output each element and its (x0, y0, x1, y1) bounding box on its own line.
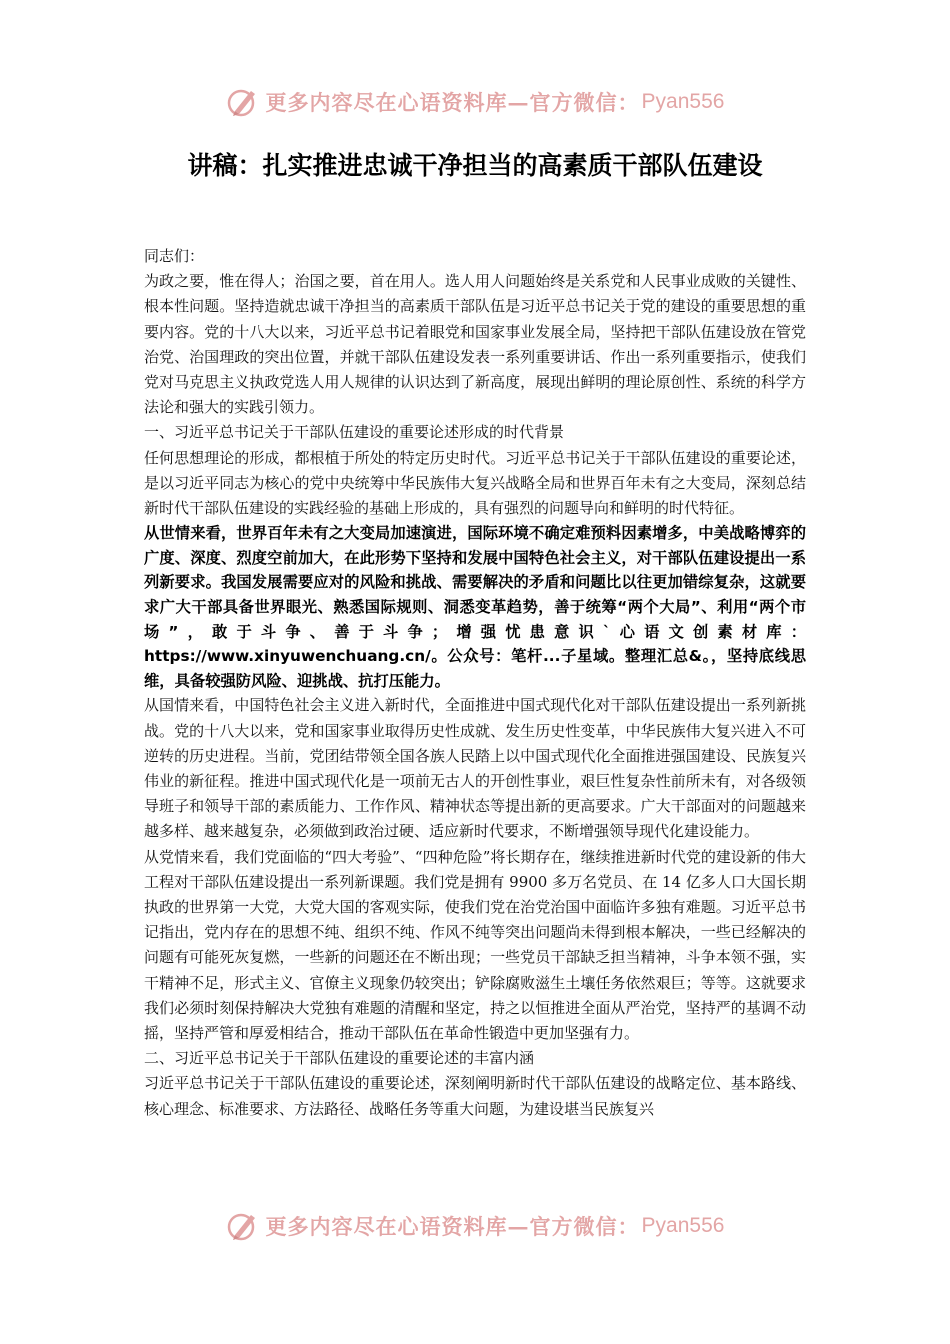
paragraph: 习近平总书记关于干部队伍建设的重要论述，深刻阐明新时代干部队伍建设的战略定位、基本路线、核心理念、标准要求、方法路径、战略任务等重大问题，为建设堪当民族复兴 (144, 1074, 806, 1118)
section-heading: 二、习近平总书记关于干部队伍建设的重要论述的丰富内涵 (144, 1049, 535, 1068)
document-title: 讲稿：扎实推进忠诚干净担当的高素质干部队伍建设 (187, 151, 763, 180)
banner-text: 更多内容尽在心语资料库—官方微信： (265, 90, 640, 115)
header-banner (0, 82, 950, 122)
banner-wechat-id: Pyan556 (641, 90, 725, 113)
footer-banner (0, 1206, 950, 1246)
banner-wechat-id: Pyan556 (641, 1214, 725, 1237)
paragraph: 从党情来看，我们党面临的“四大考验”、“四种危险”将长期存在，继续推进新时代党的建设新的伟大工程对干部队伍建设提出一系列新课题。我们党是拥有 9900 多万名党员、在 14 亿多人口大国长期执政的世界第一大党，大党大国的客观实际，使我们党在治党治国中面临许多独有难题。习近平总书记指出，党内存在的思想不纯、组织不纯、作风不纯等突出问题尚未得到根本解决，一些已经解决的问题有可能死灰复燃，一些新的问题还在不断出现；一些党员干部缺乏担当精神，斗争本领不强，实干精神不足，形式主义、官僚主义现象仍较突出；铲除腐败滋生土壤任务依然艰巨；等等。这就要求我们必须时刻保持解决大党独有难题的清醒和坚定，持之以恒推进全面从严治党，坚持严的基调不动摇，坚持严管和厚爱相结合，推动干部队伍在革命性锻造中更加坚强有力。 (144, 847, 806, 1043)
section-heading: 一、习近平总书记关于干部队伍建设的重要论述形成的时代背景 (144, 423, 565, 442)
pen-logo-icon (226, 85, 260, 119)
paragraph: 从国情来看，中国特色社会主义进入新时代，全面推进中国式现代化对干部队伍建设提出一系列新挑战。党的十八大以来，党和国家事业取得历史性成就、发生历史性变革，中华民族伟大复兴进入不可逆转的历史进程。当前，党团结带领全国各族人民踏上以中国式现代化全面推进强国建设、民族复兴伟业的新征程。推进中国式现代化是一项前无古人的开创性事业，艰巨性复杂性前所未有，对各级领导班子和领导干部的素质能力、工作作风、精神状态等提出新的更高要求。广大干部面对的问题越来越多样、越来越复杂，必须做到政治过硬、适应新时代要求，不断增强领导现代化建设能力。 (144, 696, 806, 841)
banner-text: 更多内容尽在心语资料库—官方微信： (265, 1214, 640, 1239)
salutation: 同志们： (144, 247, 205, 265)
paragraph: 为政之要，惟在得人；治国之要，首在用人。选人用人问题始终是关系党和人民事业成败的关键性、根本性问题。坚持造就忠诚干净担当的高素质干部队伍是习近平总书记关于党的建设的重要思想的重要内容。党的十八大以来，习近平总书记着眼党和国家事业发展全局，坚持把干部队伍建设放在管党治党、治国理政的突出位置，并就干部队伍建设发表一系列重要讲话、作出一系列重要指示，使我们党对马克思主义执政党选人用人规律的认识达到了新高度，展现出鲜明的理论原创性、系统的科学方法论和强大的实践引领力。 (144, 272, 806, 417)
document-body (144, 244, 806, 1122)
pen-logo-icon (226, 1209, 260, 1243)
paragraph: 任何思想理论的形成，都根植于所处的特定历史时代。习近平总书记关于干部队伍建设的重要论述，是以习近平同志为核心的党中央统筹中华民族伟大复兴战略全局和世界百年未有之大变局，深刻总结新时代干部队伍建设的实践经验的基础上形成的，具有强烈的问题导向和鲜明的时代特征。 (144, 448, 806, 518)
paragraph-bold: 从世情来看，世界百年未有之大变局加速演进，国际环境不确定难预料因素增多，中美战略博弈的广度、深度、烈度空前加大，在此形势下坚持和发展中国特色社会主义，对干部队伍建设提出一系列新要求。我国发展需要应对的风险和挑战、需要解决的矛盾和问题比以往更加错综复杂，这就要求广大干部具备世界眼光、熟悉国际规则、洞悉变革趋势，善于统筹“两个大局”、利用“两个市场”，敢于斗争、善于斗争；增强忧患意识`心语文创素材库：https://www.xinyuwenchuang.cn/。公众号：笔杆...子星域。整理汇总&。，坚持底线思维，具备较强防风险、迎挑战、抗打压能力。 (144, 524, 806, 690)
